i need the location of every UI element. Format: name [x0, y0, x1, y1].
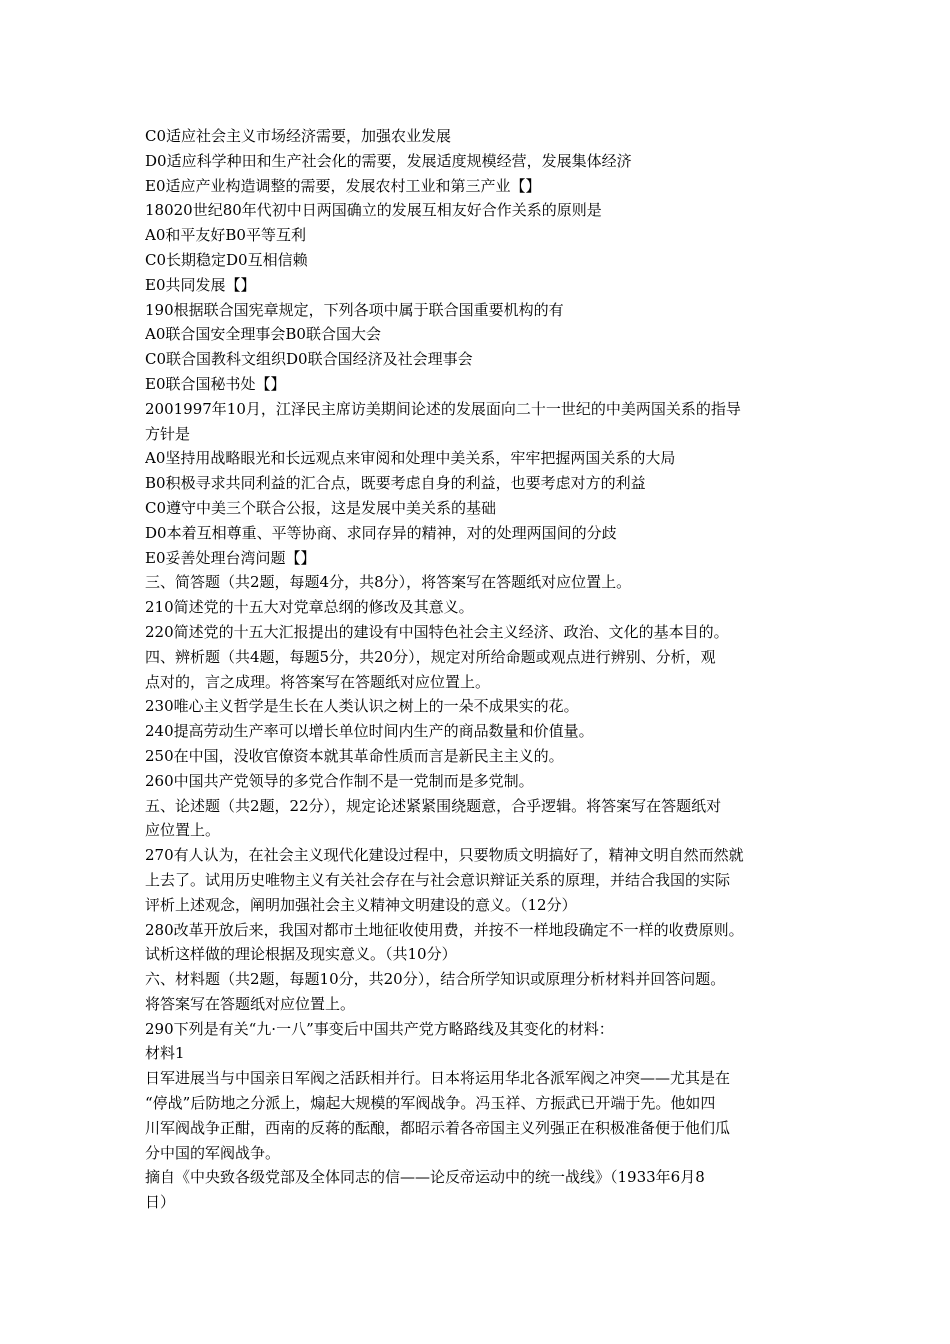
- text-line: D0适应科学种田和生产社会化的需要，发展适度规模经营，发展集体经济: [145, 151, 632, 170]
- text-line: 250在中国，没收官僚资本就其革命性质而言是新民主主义的。: [145, 746, 564, 765]
- text-line: 点对的，言之成理。将答案写在答题纸对应位置上。: [145, 672, 491, 691]
- text-line: C0遵守中美三个联合公报，这是发展中美关系的基础: [145, 498, 497, 517]
- text-line: 190根据联合国宪章规定，下列各项中属于联合国重要机构的有: [145, 300, 564, 319]
- text-line: E0妥善处理台湾问题【】: [145, 548, 316, 567]
- text-line: A0坚持用战略眼光和长远观点来审阅和处理中美关系，牢牢把握两国关系的大局: [145, 449, 676, 468]
- text-line: C0联合国教科文组织D0联合国经济及社会理事会: [145, 350, 473, 369]
- text-line: 材料1: [145, 1044, 185, 1063]
- text-line: A0和平友好B0平等互利: [145, 226, 306, 245]
- section-heading: 五、论述题（共2题，22分），规定论述紧紧围绕题意，合乎逻辑。将答案写在答题纸对: [145, 796, 722, 815]
- text-line: C0长期稳定D0互相信赖: [145, 250, 308, 269]
- text-line: 试析这样做的理论根据及现实意义。（共10分）: [145, 945, 457, 964]
- text-line: 川军阀战争正酣，西南的反蒋的酝酿，都昭示着各帝国主义列强正在积极准备便于他们瓜: [145, 1118, 731, 1137]
- text-line: 2001997年10月，江泽民主席访美期间论述的发展面向二十一世纪的中美两国关系的指导: [145, 399, 741, 418]
- text-line: C0适应社会主义市场经济需要，加强农业发展: [145, 127, 452, 145]
- text-line: 260中国共产党领导的多党合作制不是一党制而是多党制。: [145, 771, 534, 790]
- text-line: 240提高劳动生产率可以增长单位时间内生产的商品数量和价值量。: [145, 722, 594, 741]
- text-line: 分中国的军阀战争。: [145, 1143, 281, 1162]
- text-line: 日）: [145, 1193, 176, 1212]
- text-line: 220简述党的十五大汇报提出的建设有中国特色社会主义经济、政治、文化的基本目的。: [145, 622, 729, 641]
- text-line: 日军进展当与中国亲日军阀之活跃相并行。日本将运用华北各派军阀之冲突——尤其是在: [145, 1069, 731, 1088]
- text-line: 方针是: [145, 424, 191, 443]
- section-heading: 四、辨析题（共4题，每题5分，共20分），规定对所给命题或观点进行辨别、分析，观: [145, 647, 716, 666]
- text-line: 280改革开放后来，我国对都市土地征收使用费，并按不一样地段确定不一样的收费原则。: [145, 920, 744, 939]
- text-line: 230唯心主义哲学是生长在人类认识之树上的一朵不成果实的花。: [145, 697, 579, 716]
- text-line: A0联合国安全理事会B0联合国大会: [145, 325, 381, 344]
- document-body: [145, 124, 825, 1215]
- text-line: 评析上述观念，阐明加强社会主义精神文明建设的意义。（12分）: [145, 895, 577, 914]
- text-line: 18020世纪80年代初中日两国确立的发展互相友好合作关系的原则是: [145, 201, 602, 220]
- text-line: 应位置上。: [145, 821, 221, 840]
- text-line: 210简述党的十五大对党章总纲的修改及其意义。: [145, 598, 474, 617]
- text-line: D0本着互相尊重、平等协商、求同存异的精神，对的处理两国间的分歧: [145, 523, 617, 542]
- text-line: 290下列是有关“九·一八”事变后中国共产党方略路线及其变化的材料：: [145, 1019, 614, 1038]
- text-line: E0共同发展【】: [145, 275, 256, 294]
- text-line: 上去了。试用历史唯物主义有关社会存在与社会意识辩证关系的原理，并结合我国的实际: [145, 870, 731, 889]
- text-line: 将答案写在答题纸对应位置上。: [145, 994, 356, 1013]
- text-line: 270有人认为，在社会主义现代化建设过程中，只要物质文明搞好了，精神文明自然而然就: [145, 846, 744, 865]
- section-heading: 六、材料题（共2题，每题10分，共20分），结合所学知识或原理分析材料并回答问题。: [145, 970, 726, 989]
- text-line: “停战”后防地之分派上，煽起大规模的军阀战争。冯玉祥、方振武已开端于先。他如四: [145, 1094, 716, 1113]
- section-heading: 三、简答题（共2题，每题4分，共8分），将答案写在答题纸对应位置上。: [145, 573, 632, 592]
- text-line: E0适应产业构造调整的需要，发展农村工业和第三产业【】: [145, 176, 541, 195]
- text-line: 摘自《中央致各级党部及全体同志的信——论反帝运动中的统一战线》（1933年6月8: [145, 1168, 705, 1187]
- text-line: E0联合国秘书处【】: [145, 374, 286, 393]
- text-line: B0积极寻求共同利益的汇合点，既要考虑自身的利益，也要考虑对方的利益: [145, 474, 646, 493]
